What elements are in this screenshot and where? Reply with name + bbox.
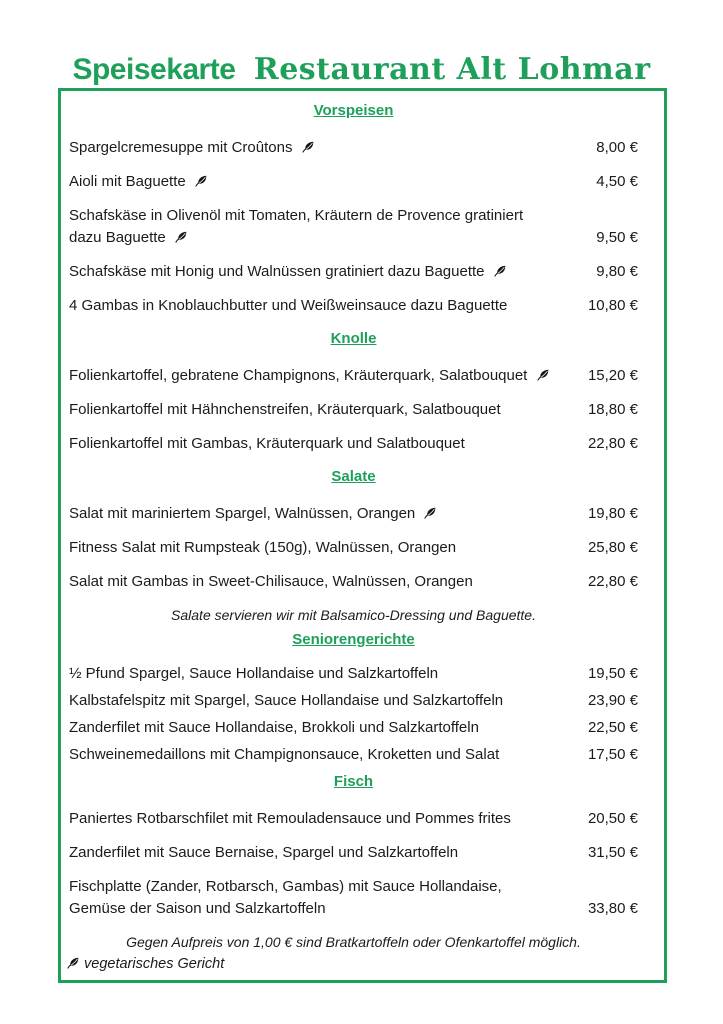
item-price: 9,80 €	[596, 263, 638, 280]
item-name: Salat mit Gambas in Sweet-Chilisauce, Walnüssen, Orangen	[69, 573, 473, 590]
vegetarian-leaf-icon	[494, 264, 507, 277]
item-price: 17,50 €	[587, 746, 638, 763]
item-price: 23,90 €	[587, 692, 638, 709]
vegetarian-leaf-icon	[302, 140, 315, 153]
item-price: 9,50 €	[596, 229, 638, 246]
menu-item-row	[69, 365, 638, 387]
section-heading: Knolle	[330, 330, 377, 347]
menu-item-row	[69, 295, 638, 317]
section-heading: Fisch	[333, 773, 374, 790]
section-items	[69, 503, 638, 593]
menu-item-row	[69, 842, 638, 864]
menu-item-row	[69, 261, 638, 283]
menu-footer	[69, 932, 638, 974]
item-price: 22,80 €	[587, 435, 638, 452]
item-name: Folienkartoffel mit Hähnchenstreifen, Kräuterquark, Salatbouquet	[69, 401, 501, 418]
item-name: Zanderfilet mit Sauce Bernaise, Spargel und Salzkartoffeln	[69, 844, 459, 861]
menu-item-row	[69, 399, 638, 421]
item-price: 4,50 €	[596, 173, 638, 190]
section-heading: Salate	[331, 468, 376, 485]
menu-item-row	[69, 745, 638, 765]
item-price: 25,80 €	[587, 539, 638, 556]
section-heading: Vorspeisen	[313, 102, 394, 119]
item-price: 20,50 €	[587, 810, 638, 827]
item-name: Paniertes Rotbarschfilet mit Remouladensauce und Pommes frites	[69, 810, 511, 827]
menu-section	[69, 772, 638, 920]
restaurant-name: Restaurant Alt Lohmar	[253, 52, 651, 88]
section-items	[69, 808, 638, 920]
menu-item-row	[69, 876, 638, 920]
menu-item-row	[69, 808, 638, 830]
item-price: 10,80 €	[587, 297, 638, 314]
menu-item-row	[69, 691, 638, 711]
item-name: Salat mit mariniertem Spargel, Walnüssen, Orangen	[69, 503, 437, 525]
item-price: 8,00 €	[596, 139, 638, 156]
menu-item-row	[69, 664, 638, 684]
menu-item-row	[69, 571, 638, 593]
vegetarian-leaf-icon	[175, 230, 188, 243]
menu-item-row	[69, 433, 638, 455]
item-price: 18,80 €	[587, 401, 638, 418]
item-name: Kalbstafelspitz mit Spargel, Sauce Hollandaise und Salzkartoffeln	[69, 692, 504, 709]
item-price: 15,20 €	[587, 367, 638, 384]
item-name: Fitness Salat mit Rumpsteak (150g), Walnüssen, Orangen	[69, 539, 457, 556]
item-price: 31,50 €	[587, 844, 638, 861]
item-name: 4 Gambas in Knoblauchbutter und Weißweinsauce dazu Baguette	[69, 297, 508, 314]
item-name: Schafskäse in Olivenöl mit Tomaten, Kräutern de Provence gratiniert dazu Baguette	[69, 207, 524, 246]
menu-item-row	[69, 137, 638, 159]
menu-section	[69, 630, 638, 765]
menu-section	[69, 329, 638, 455]
menu-border-box	[58, 88, 667, 983]
page-title	[0, 52, 723, 87]
item-price: 33,80 €	[587, 900, 638, 917]
menu-item-row	[69, 718, 638, 738]
section-heading: Seniorengerichte	[292, 631, 415, 648]
item-price: 19,50 €	[587, 665, 638, 682]
vegetarian-legend	[67, 954, 638, 974]
menu-section	[69, 101, 638, 317]
menu-item-row	[69, 205, 638, 249]
item-name: Folienkartoffel mit Gambas, Kräuterquark und Salatbouquet	[69, 435, 465, 452]
menu-item-row	[69, 171, 638, 193]
section-items	[69, 365, 638, 455]
item-name: Folienkartoffel, gebratene Champignons, Kräuterquark, Salatbouquet	[69, 365, 550, 387]
item-name: Schafskäse mit Honig und Walnüssen gratiniert dazu Baguette	[69, 261, 507, 283]
sections-container	[69, 101, 638, 920]
item-name: ½ Pfund Spargel, Sauce Hollandaise und Salzkartoffeln	[69, 665, 439, 682]
menu-item-row	[69, 503, 638, 525]
page-title-word: Speisekarte	[72, 53, 236, 87]
item-price: 22,50 €	[587, 719, 638, 736]
item-name: Zanderfilet mit Sauce Hollandaise, Brokkoli und Salzkartoffeln	[69, 719, 479, 736]
menu-section	[69, 467, 638, 625]
section-items	[69, 137, 638, 317]
vegetarian-leaf-icon	[195, 174, 208, 187]
vegetarian-leaf-icon	[67, 956, 80, 969]
section-items	[69, 664, 638, 765]
item-name: Spargelcremesuppe mit Croûtons	[69, 137, 315, 159]
vegetarian-legend-label: vegetarisches Gericht	[84, 956, 225, 972]
surcharge-note: Gegen Aufpreis von 1,00 € sind Bratkartoffeln oder Ofenkartoffel möglich.	[126, 934, 581, 950]
item-price: 22,80 €	[587, 573, 638, 590]
vegetarian-leaf-icon	[537, 368, 550, 381]
item-name: Fischplatte (Zander, Rotbarsch, Gambas) mit Sauce Hollandaise, Gemüse der Saison und Salzkartoffeln	[69, 878, 502, 917]
item-name: Aioli mit Baguette	[69, 171, 208, 193]
section-note: Salate servieren wir mit Balsamico-Dressing und Baguette.	[171, 607, 536, 623]
vegetarian-leaf-icon	[424, 506, 437, 519]
item-price: 19,80 €	[587, 505, 638, 522]
menu-item-row	[69, 537, 638, 559]
item-name: Schweinemedaillons mit Champignonsauce, Kroketten und Salat	[69, 746, 500, 763]
